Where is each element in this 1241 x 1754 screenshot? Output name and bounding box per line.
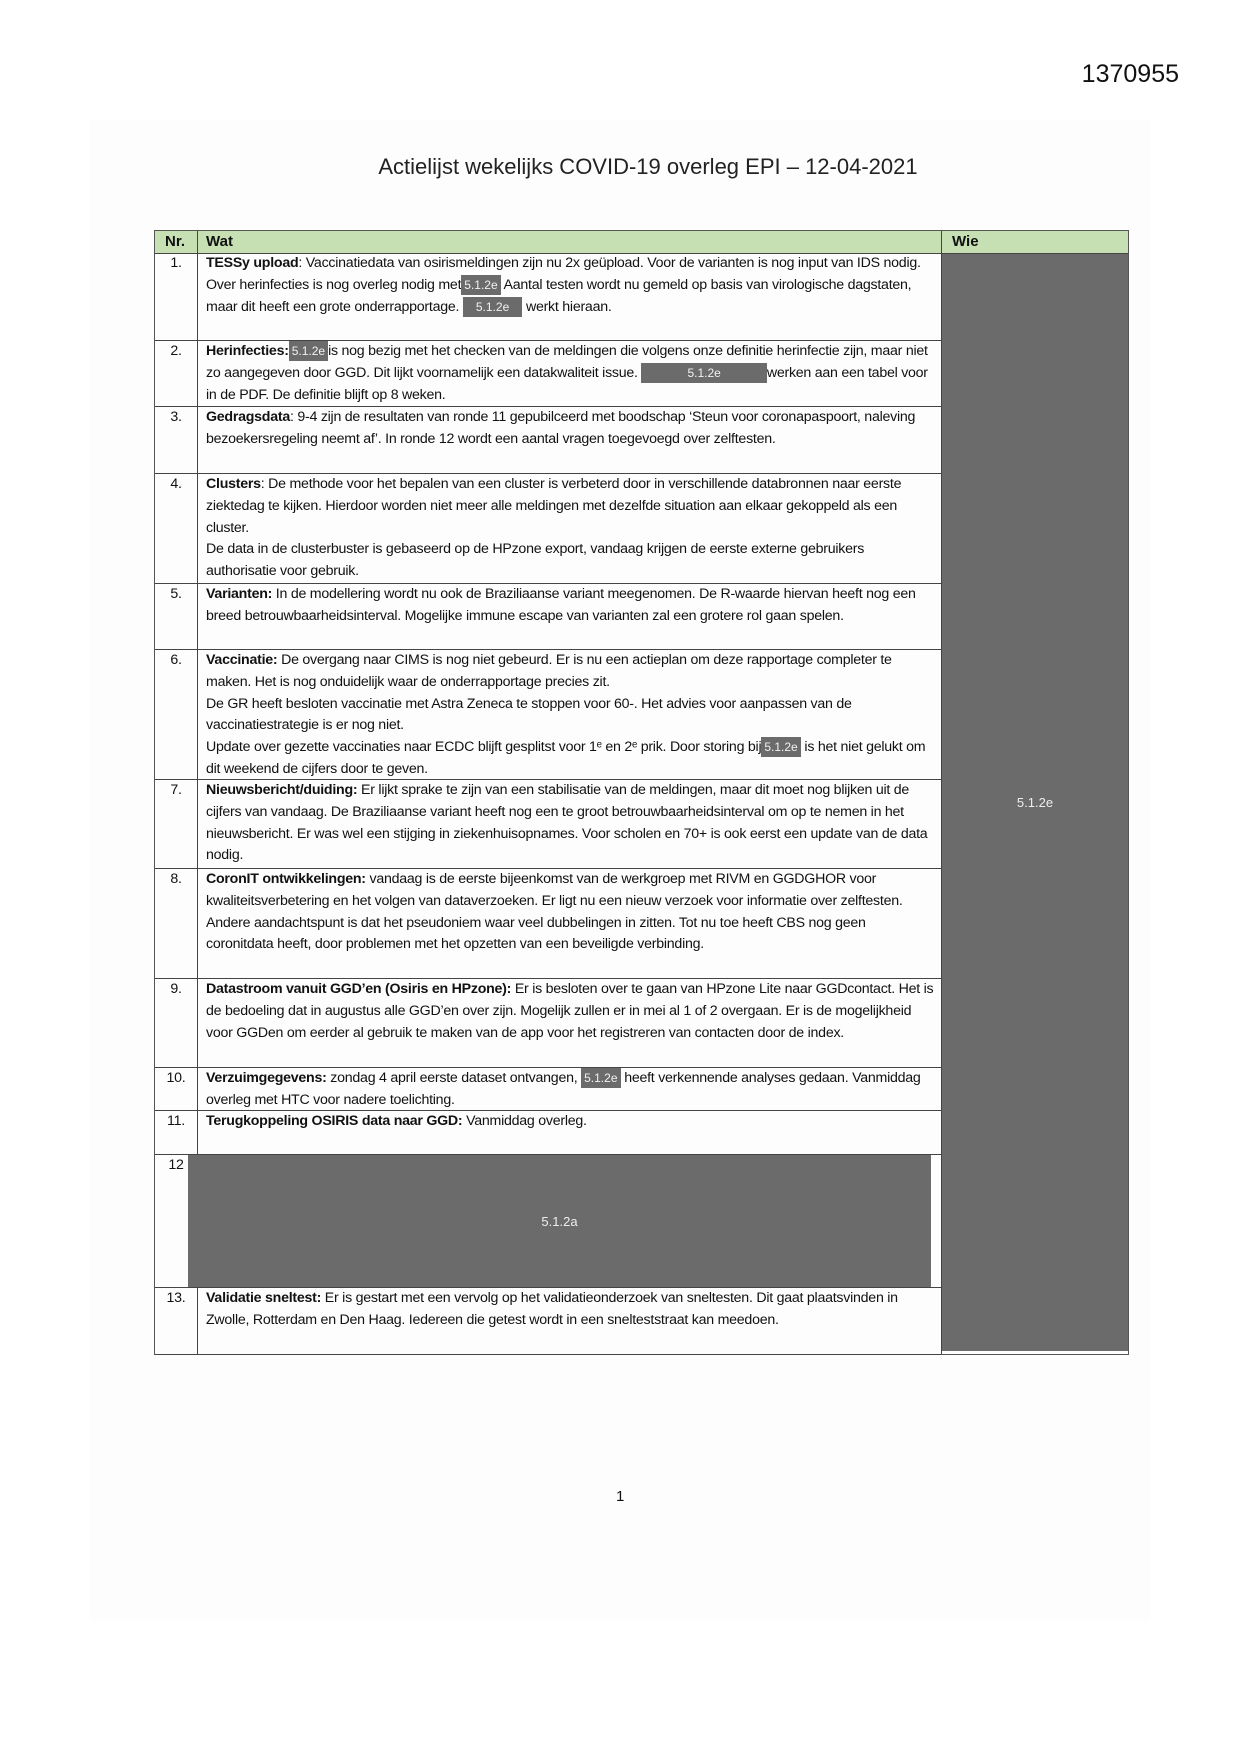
row-number: 5. [170,586,182,602]
redaction: 5.1.2e [581,1068,620,1088]
row-content [206,650,935,781]
row-content [206,979,935,1044]
row-number: 9. [170,981,182,997]
redaction: 5.1.2e [463,297,522,317]
row-number: 4. [170,476,182,492]
table-row [155,869,941,979]
row-text: Er lijkt sprake te zijn van een stabilisatie van de meldingen, maar dit moet nog blijken uit de cijfers van vandaag. De Braziliaanse variant heeft nog een te groot betrouwbaarheidsinterval om op te nemen in het nieuwsbericht. Er was wel een stijging in ziekenhuisopnames. Voor scholen en 70+ is ook eerst een update van de data nodig. [206,782,928,864]
row-paragraph [206,1068,935,1112]
row-label: CoronIT ontwikkelingen: [206,871,366,887]
header-nr: Nr. [165,233,186,250]
row-label: Nieuwsbericht/duiding: [206,782,358,798]
row-label: TESSy upload [206,255,299,271]
row-label: Varianten: [206,586,273,602]
row-text: De overgang naar CIMS is nog niet gebeurd. Er is nu een actieplan om deze rapportage completer te maken. Het is nog onduidelijk waar de onderrapportage precies zit. [206,652,892,690]
row-content [206,1288,935,1332]
table-row [155,650,941,780]
row-paragraph [206,584,935,628]
table-row [155,341,941,407]
row-number: 10. [166,1070,186,1086]
redaction: 5.1.2e [761,737,800,757]
row-text: De data in de clusterbuster is gebaseerd op de HPzone export, vandaag krijgen de eerste externe gebruikers authorisatie voor gebruik. [206,541,865,580]
row-content [206,1111,935,1133]
row-number: 13. [166,1290,186,1306]
row-text: Aantal testen wordt nu gemeld op basis van virologische dagstaten, maar dit heeft een grote onderrapportage. [206,276,912,315]
row-content [206,341,935,406]
table-row [155,780,941,869]
redaction: 5.1.2e [641,363,766,383]
row-paragraph [206,1288,935,1332]
redaction: 5.1.2e [289,341,328,361]
row-paragraph [206,650,935,694]
redaction-label: 5.1.2a [541,1213,578,1229]
row-content [206,253,935,318]
row-number: 7. [170,782,182,798]
row-paragraph [206,407,935,451]
row-paragraph [206,979,935,1044]
table-row [155,253,941,341]
row-number: 2. [170,343,182,359]
row-paragraph [206,341,935,406]
row-text: : Vaccinatiedata van osirismeldingen zijn nu 2x geüpload. Voor de varianten is nog input van IDS nodig. Over herinfecties is nog overleg nodig met [206,255,921,293]
row-number: 6. [170,652,182,668]
row-text: De GR heeft besloten vaccinatie met Astra Zeneca te stoppen voor 60-. Het advies voor aanpassen van de vaccinatiestrategie is er nog niet. [206,695,852,734]
row-number: 8. [170,871,182,887]
row-text: heeft verkennende analyses gedaan. Vanmiddag overleg met HTC voor nadere toelichting. [206,1070,921,1108]
row-label: Validatie sneltest: [206,1290,322,1306]
row-label: Gedragsdata [206,409,290,425]
header-wat: Wat [206,233,233,250]
row-label: Herinfecties: [206,343,289,359]
page-title: Actielijst wekelijks COVID-19 overleg EPI – 12-04-2021 [378,154,918,179]
redaction-label: 5.1.2e [1016,795,1054,810]
row-paragraph [206,1111,935,1133]
header-wie: Wie [952,233,979,250]
redaction-row-12 [188,1155,931,1287]
row-paragraph [206,694,935,738]
action-table [154,230,1129,1355]
row-content [206,474,935,583]
row-text: werkt hieraan. [522,298,612,315]
row-text: Er is besloten over te gaan van HPzone Lite naar GGDcontact. Het is de bedoeling dat in augustus alle GGD’en over zijn. Mogelijk zullen er in mei al 1 of 2 overgaan. Er is de mogelijkheid voor GGDen om eerder al gebruik te maken van de app voor het registreren van contacten door de index. [206,981,934,1041]
row-label: Clusters [206,476,261,492]
table-row [155,474,941,584]
table-row [155,1068,941,1111]
table-header [155,231,1128,254]
row-paragraph [206,474,935,539]
row-text: In de modellering wordt nu ook de Braziliaanse variant meegenomen. De R-waarde hiervan heeft nog een breed betrouwbaarheidsinterval. Mogelijke immune escape van varianten zal een grotere rol gaan spelen. [206,586,916,624]
table-row [155,979,941,1068]
row-paragraph [206,539,935,583]
redaction: 5.1.2e [461,275,500,295]
row-content [206,869,935,956]
row-number: 12 [168,1157,184,1173]
row-text: zondag 4 april eerste dataset ontvangen, [326,1070,582,1086]
row-content [206,780,935,867]
row-text: werken aan een tabel voor in de PDF. De definitie blijft op 8 weken. [206,364,928,403]
row-text: : De methode voor het bepalen van een cluster is verbeterd door in verschillende databronnen naar eerste ziektedag te kijken. Hierdoor worden niet meer alle meldingen met dezelfde situation aan elkaar gekoppeld als een cluster. [206,476,902,536]
row-text: is het niet gelukt om dit weekend de cijfers door te geven. [206,739,926,777]
row-text: vandaag is de eerste bijeenkomst van de werkgroep met RIVM en GGDGHOR voor kwaliteitsverbetering en het volgen van dataverzoeken. Er ligt nu een nieuw verzoek voor informatie over zelftesten. Andere aandachtspunt is dat het pseudoniem waar veel dubbelingen in zitten. Tot nu toe heeft CBS nog geen coronitdata heeft, door problemen met het opzetten van een beveiligde verbinding. [206,871,903,953]
row-label: Terugkoppeling OSIRIS data naar GGD: [206,1113,463,1129]
row-label: Datastroom vanuit GGD’en (Osiris en HPzone): [206,981,512,997]
row-number: 1. [170,255,182,271]
row-text: : 9-4 zijn de resultaten van ronde 11 gepubilceerd met boodschap ‘Steun voor coronapaspoort, naleving bezoekersregeling neemt af’. In ronde 12 wordt een aantal vragen toegevoegd over zelftesten. [206,409,916,447]
row-text: Update over gezette vaccinaties naar ECDC blijft gesplitst voor 1ᵉ en 2ᵉ prik. Door storing bij [206,739,762,756]
page-number: 1 [616,1488,625,1505]
row-text: Er is gestart met een vervolg op het validatieonderzoek van sneltesten. Dit gaat plaatsvinden in Zwolle, Rotterdam en Den Haag. Iedereen die getest wordt in een snelteststraat kan meedoen. [206,1290,898,1328]
table-row [155,584,941,650]
redaction-wie-column [942,254,1128,1351]
row-paragraph [206,869,935,956]
row-paragraph [206,253,935,318]
row-content [206,407,935,451]
row-label: Verzuimgegevens: [206,1070,327,1086]
row-paragraph [206,780,935,867]
row-content [206,584,935,628]
row-number: 3. [170,409,182,425]
table-row [155,407,941,474]
row-label: Vaccinatie: [206,652,278,668]
table-row [155,1288,941,1355]
table-row [155,1111,941,1155]
row-number: 11. [167,1113,185,1129]
document-id: 1370955 [1081,60,1179,88]
row-text: is nog bezig met het checken van de meldingen die volgens onze definitie herinfectie zijn, maar niet zo aangegeven door GGD. Dit lijkt voornamelijk een datakwaliteit issue. [206,343,928,381]
row-text: Vanmiddag overleg. [462,1113,587,1129]
row-content [206,1068,935,1112]
row-paragraph [206,737,935,781]
